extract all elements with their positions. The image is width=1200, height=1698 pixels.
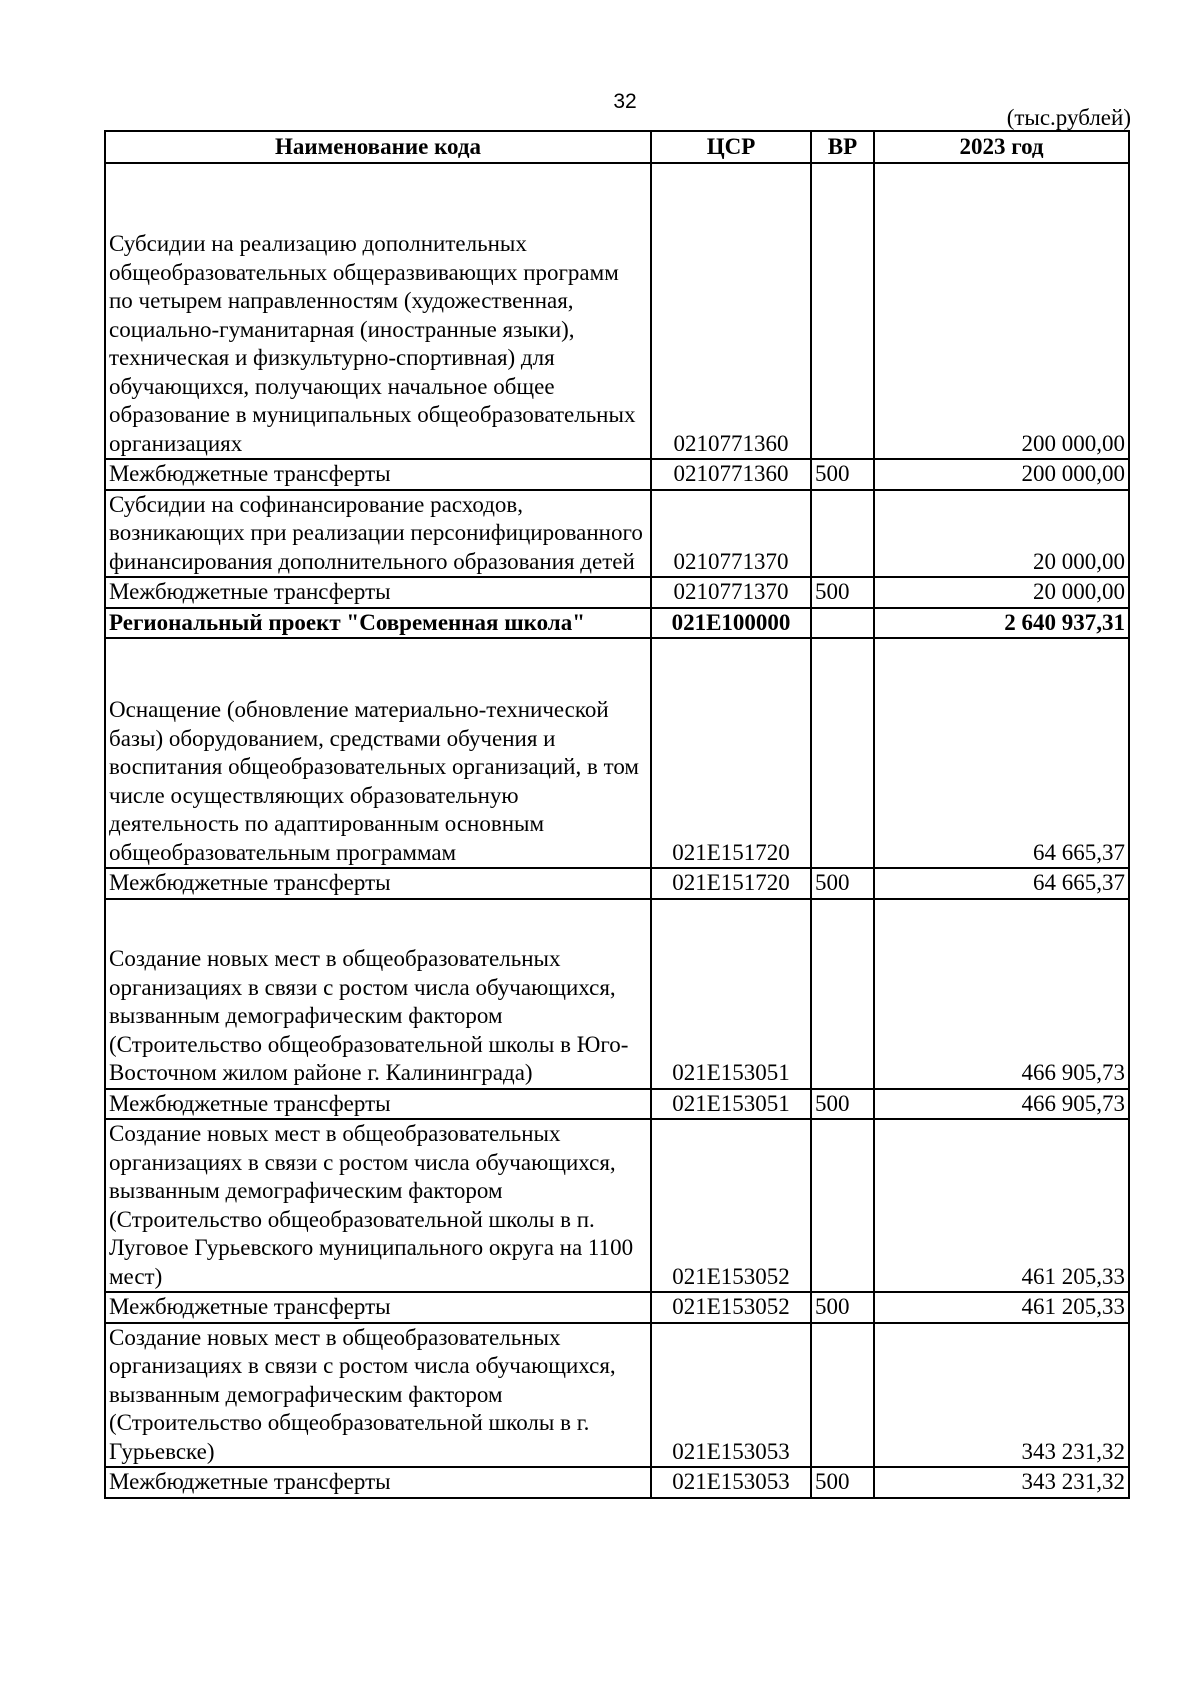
row-vr: 500: [811, 577, 874, 608]
table-row: [105, 899, 1129, 1089]
row-vr: 500: [811, 1292, 874, 1323]
row-amount: 343 231,32: [874, 1467, 1129, 1498]
row-csr: 0210771360: [651, 163, 811, 459]
row-csr: 021E151720: [651, 638, 811, 868]
row-vr: [811, 163, 874, 459]
row-csr: 021E153053: [651, 1467, 811, 1498]
row-csr: 021E100000: [651, 608, 811, 639]
row-name: Оснащение (обновление материально-технической базы) оборудованием, средствами обучения и воспитания общеобразовательных организаций, в том числе осуществляющих образовательную деятельность по адаптированным основным общеобразовательным программам: [105, 638, 651, 868]
row-name: Субсидии на софинансирование расходов, возникающих при реализации персонифицированного финансирования дополнительного образования детей: [105, 490, 651, 578]
row-amount: 466 905,73: [874, 1089, 1129, 1120]
row-vr: 500: [811, 459, 874, 490]
row-csr: 0210771370: [651, 577, 811, 608]
table-row: [105, 1292, 1129, 1323]
row-amount: 343 231,32: [874, 1323, 1129, 1468]
row-vr: 500: [811, 1467, 874, 1498]
row-csr: 021E153051: [651, 1089, 811, 1120]
table-row: [105, 638, 1129, 868]
row-amount: 64 665,37: [874, 638, 1129, 868]
row-vr: [811, 608, 874, 639]
row-csr: 021E153053: [651, 1323, 811, 1468]
header-name: Наименование кода: [105, 131, 651, 163]
row-amount: 2 640 937,31: [874, 608, 1129, 639]
row-vr: 500: [811, 868, 874, 899]
table-row: [105, 1467, 1129, 1498]
row-name: Межбюджетные трансферты: [105, 868, 651, 899]
row-amount: 20 000,00: [874, 577, 1129, 608]
budget-table: [104, 130, 1130, 1499]
row-csr: 021E153052: [651, 1119, 811, 1292]
row-name: Межбюджетные трансферты: [105, 1292, 651, 1323]
table-header-row: [105, 131, 1129, 163]
row-csr: 021E153051: [651, 899, 811, 1089]
row-vr: [811, 490, 874, 578]
row-name: Создание новых мест в общеобразовательных организациях в связи с ростом числа обучающихся, вызванным демографическим фактором (Строительство общеобразовательной школы в г. Гурьевске): [105, 1323, 651, 1468]
row-amount: 461 205,33: [874, 1292, 1129, 1323]
row-vr: [811, 638, 874, 868]
row-name: Межбюджетные трансферты: [105, 459, 651, 490]
row-amount: 64 665,37: [874, 868, 1129, 899]
table-row-section: [105, 608, 1129, 639]
row-name: Межбюджетные трансферты: [105, 577, 651, 608]
row-amount: 200 000,00: [874, 163, 1129, 459]
table-row: [105, 577, 1129, 608]
row-amount: 20 000,00: [874, 490, 1129, 578]
row-vr: [811, 1323, 874, 1468]
row-name: Межбюджетные трансферты: [105, 1089, 651, 1120]
table-row: [105, 1089, 1129, 1120]
table-row: [105, 163, 1129, 459]
row-vr: [811, 1119, 874, 1292]
row-csr: 021E151720: [651, 868, 811, 899]
row-name: Межбюджетные трансферты: [105, 1467, 651, 1498]
table-row: [105, 459, 1129, 490]
row-name: Создание новых мест в общеобразовательных организациях в связи с ростом числа обучающихся, вызванным демографическим фактором (Строительство общеобразовательной школы в п. Луговое Гурьевского муниципального округа на 1100 мест): [105, 1119, 651, 1292]
table-row: [105, 1119, 1129, 1292]
row-vr: [811, 899, 874, 1089]
row-amount: 461 205,33: [874, 1119, 1129, 1292]
table-row: [105, 868, 1129, 899]
row-vr: 500: [811, 1089, 874, 1120]
header-csr: ЦСР: [651, 131, 811, 163]
row-csr: 0210771360: [651, 459, 811, 490]
page-number: 32: [613, 90, 637, 113]
units-label: (тыс.рублей): [1006, 105, 1131, 130]
header-vr: ВР: [811, 131, 874, 163]
row-name: Региональный проект "Современная школа": [105, 608, 651, 639]
row-name: Создание новых мест в общеобразовательных организациях в связи с ростом числа обучающихся, вызванным демографическим фактором (Строительство общеобразовательной школы в Юго-Восточном жилом районе г. Калининграда): [105, 899, 651, 1089]
row-csr: 021E153052: [651, 1292, 811, 1323]
table-row: [105, 1323, 1129, 1468]
row-amount: 200 000,00: [874, 459, 1129, 490]
table-row: [105, 490, 1129, 578]
row-csr: 0210771370: [651, 490, 811, 578]
row-amount: 466 905,73: [874, 899, 1129, 1089]
header-amount: 2023 год: [874, 131, 1129, 163]
row-name: Субсидии на реализацию дополнительных общеобразовательных общеразвивающих программ по четырем направленностям (художественная, социально-гуманитарная (иностранные языки), техническая и физкультурно-спортивная) для обучающихся, получающих начальное общее образование в муниципальных общеобразовательных организациях: [105, 163, 651, 459]
